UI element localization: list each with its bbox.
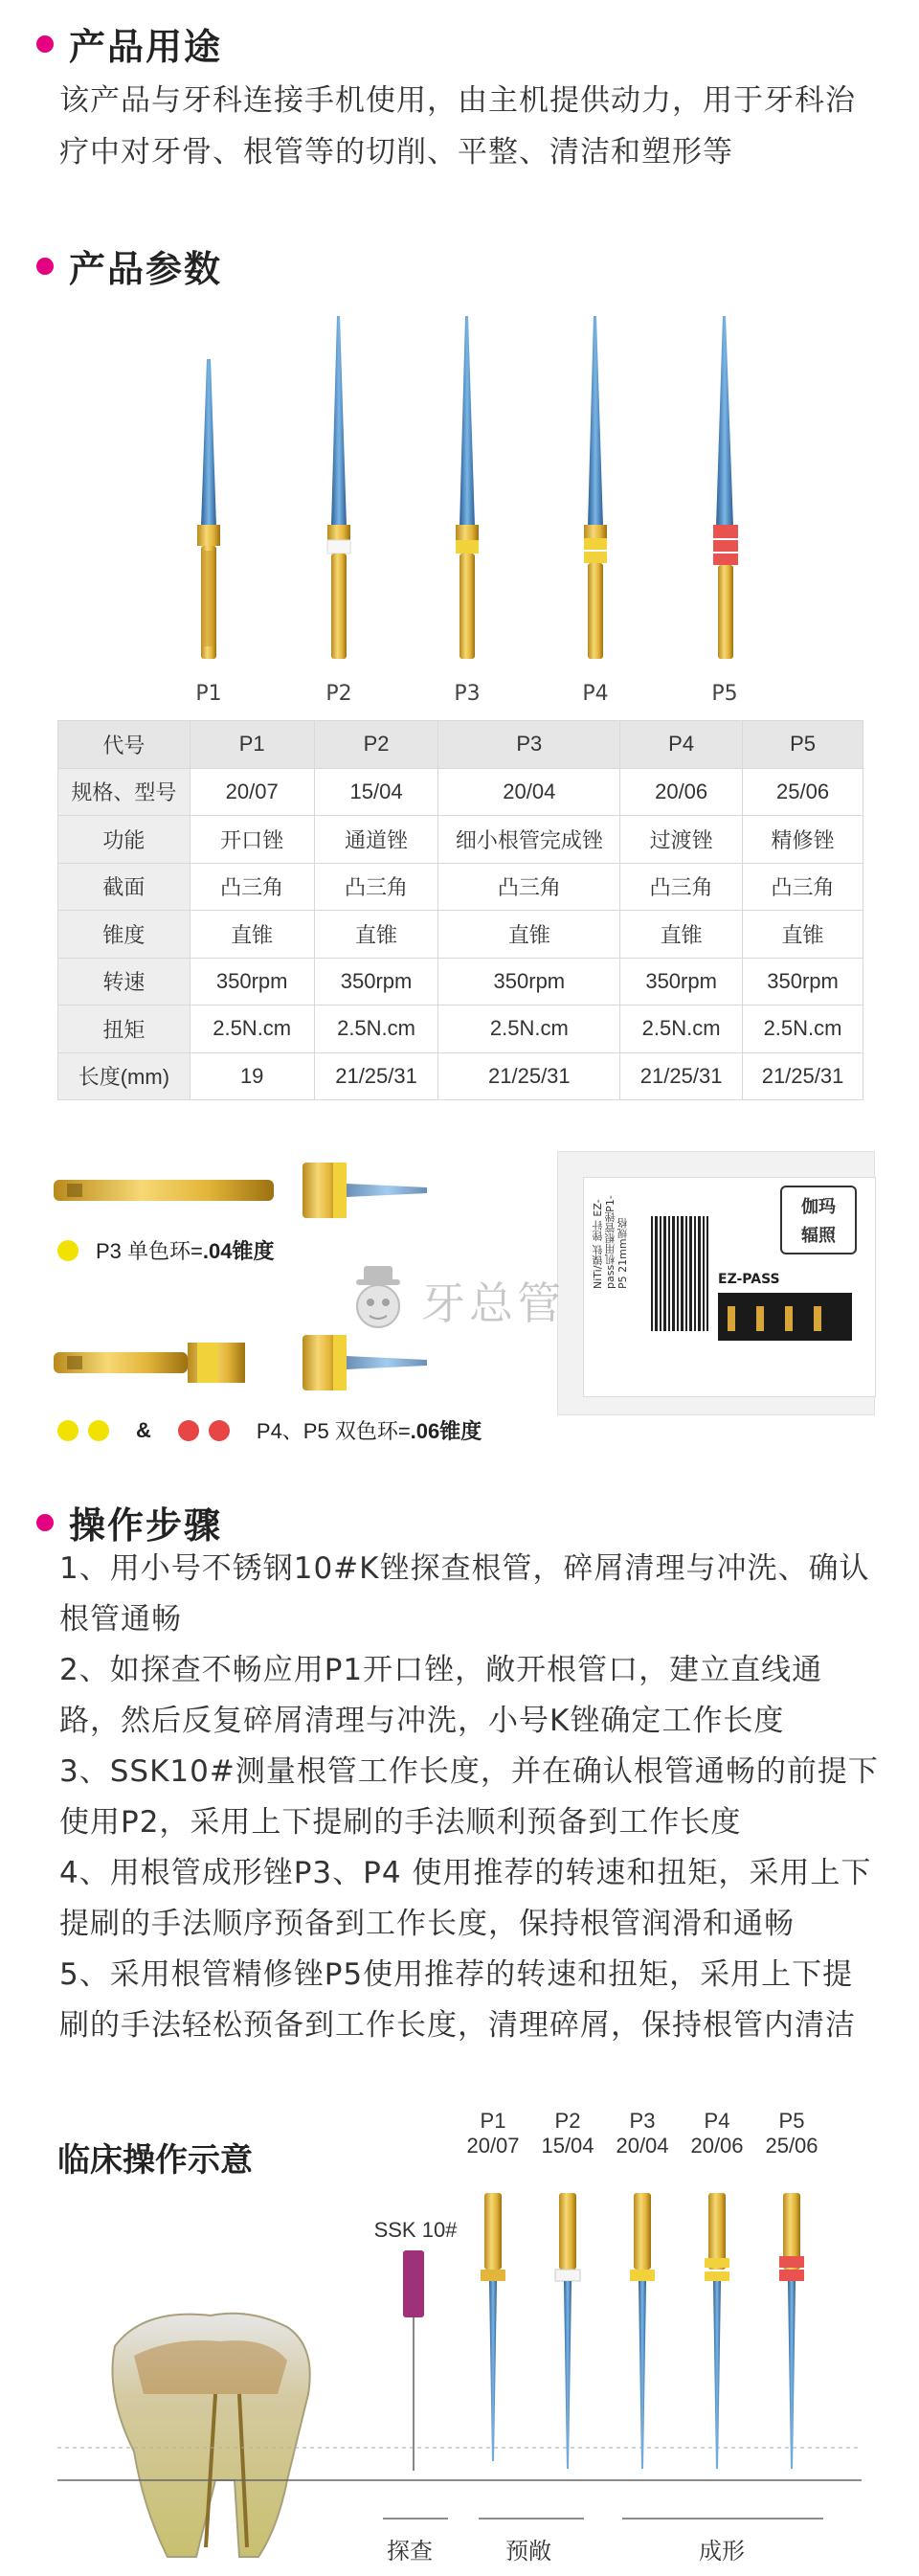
file-p2 xyxy=(327,316,350,659)
table-cell: 直锥 xyxy=(314,911,438,959)
step-3: 3、SSK10#测量根管工作长度，并在确认根管通畅的前提下使用P2，采用上下提刷的手法顺利预备到工作长度 xyxy=(59,1754,879,1840)
clinical-file-shape-p5 xyxy=(779,2193,804,2469)
clinical-diagram xyxy=(0,2164,919,2576)
table-cell: 过渡锉 xyxy=(620,816,743,864)
package-box-label xyxy=(592,1184,630,1289)
file-p5 xyxy=(713,316,738,659)
badge-line-2: 辐照 xyxy=(801,1226,836,1246)
mascot-icon xyxy=(345,1262,412,1339)
table-row xyxy=(58,958,863,1006)
phase-preflare: 预敞 xyxy=(505,2538,551,2565)
table-header-cell: P5 xyxy=(743,721,863,769)
package-text-2: EZ-pass机用根管锉P1-P5 xyxy=(592,1195,629,1289)
table-row xyxy=(58,1006,863,1053)
usage-title: 产品用途 xyxy=(69,26,223,68)
barcode xyxy=(651,1216,708,1331)
table-row xyxy=(58,768,863,816)
table-cell: 细小根管完成锉 xyxy=(438,816,620,864)
package-text-1: NiTi/镍钛 锉针 xyxy=(592,1220,604,1289)
clinical-file-spec: 15/04 xyxy=(541,2134,594,2158)
clinical-file-shape-p3 xyxy=(630,2193,655,2469)
clinical-file-shape-p1 xyxy=(481,2193,505,2461)
table-header-cell: P4 xyxy=(620,721,743,769)
file-p3 xyxy=(456,316,479,659)
table-cell: 350rpm xyxy=(620,958,743,1006)
clinical-file-p2 xyxy=(525,2109,611,2158)
table-cell: 350rpm xyxy=(743,958,863,1006)
table-cell: 19 xyxy=(190,1052,314,1100)
table-cell: 350rpm xyxy=(190,958,314,1006)
table-cell: 通道锉 xyxy=(314,816,438,864)
clinical-file-spec: 25/06 xyxy=(765,2134,818,2158)
phase-shaping: 成形 xyxy=(699,2538,745,2565)
table-cell: 开口锉 xyxy=(190,816,314,864)
clinical-file-name: P1 xyxy=(480,2109,506,2133)
table-row-header: 功能 xyxy=(58,816,191,864)
step-1: 1、用小号不锈钢10#K锉探查根管，碎屑清理与冲洗、确认根管通畅 xyxy=(59,1551,870,1637)
irradiation-badge xyxy=(780,1186,857,1254)
single-ring-legend xyxy=(57,1235,274,1265)
file-p4 xyxy=(584,316,607,659)
clinical-file-shape-p4 xyxy=(705,2193,729,2469)
yellow-dot-icon xyxy=(57,1240,78,1261)
table-header-cell: 代号 xyxy=(58,721,191,769)
clinical-file-p5 xyxy=(749,2109,835,2158)
double-ring-legend-text: P4、P5 双色环= xyxy=(256,1419,411,1443)
red-dot-icon xyxy=(178,1420,199,1441)
clinical-title: 临床操作示意 xyxy=(57,2141,253,2180)
tooth-illustration xyxy=(113,2314,310,2557)
table-cell: 20/07 xyxy=(190,768,314,816)
table-row-header: 规格、型号 xyxy=(58,768,191,816)
table-cell: 21/25/31 xyxy=(620,1052,743,1100)
step-5: 5、采用根管精修锉P5使用推荐的转速和扭矩，采用上下提刷的手法轻松预备到工作长度，清理碎屑，保持根管内清洁 xyxy=(59,1957,856,2043)
table-cell: 2.5N.cm xyxy=(438,1006,620,1053)
file-p1 xyxy=(197,359,220,659)
table-cell: 凸三角 xyxy=(438,863,620,911)
clinical-file-name: P5 xyxy=(778,2109,805,2133)
file-label-p3: P3 xyxy=(454,682,481,706)
params-section-header xyxy=(36,239,222,292)
clinical-file-spec: 20/06 xyxy=(690,2134,744,2158)
clinical-file-spec: 20/07 xyxy=(466,2134,520,2158)
badge-line-1: 伽玛 xyxy=(801,1197,836,1217)
table-cell: 2.5N.cm xyxy=(314,1006,438,1053)
table-cell: 2.5N.cm xyxy=(190,1006,314,1053)
product-window xyxy=(718,1272,852,1341)
single-ring-taper: .04锥度 xyxy=(202,1239,275,1263)
red-dot-icon xyxy=(209,1420,230,1441)
table-cell: 凸三角 xyxy=(620,863,743,911)
table-cell: 21/25/31 xyxy=(743,1052,863,1100)
file-label-p4: P4 xyxy=(582,682,609,706)
clinical-file-name: P3 xyxy=(629,2109,656,2133)
file-label-p1: P1 xyxy=(195,682,222,706)
single-ring-legend-text: P3 单色环= xyxy=(96,1239,203,1263)
table-row xyxy=(58,911,863,959)
package-photo xyxy=(557,1151,875,1415)
table-cell: 25/06 xyxy=(743,768,863,816)
table-cell: 21/25/31 xyxy=(314,1052,438,1100)
double-ring-legend xyxy=(57,1415,482,1445)
product-files-illustration xyxy=(144,306,814,670)
package-text-3: 21mm规格 xyxy=(616,1217,629,1273)
watermark xyxy=(345,1262,565,1339)
bullet-dot-icon xyxy=(36,258,54,275)
table-row xyxy=(58,816,863,864)
double-ring-taper: .06锥度 xyxy=(410,1419,482,1443)
table-row xyxy=(58,1052,863,1100)
table-cell: 2.5N.cm xyxy=(743,1006,863,1053)
table-row-header: 锥度 xyxy=(58,911,191,959)
table-cell: 直锥 xyxy=(620,911,743,959)
watermark-text: 牙总管 xyxy=(421,1277,565,1329)
spec-table xyxy=(57,720,863,1100)
ampersand-text: & xyxy=(136,1417,151,1442)
table-cell: 20/04 xyxy=(438,768,620,816)
table-cell: 15/04 xyxy=(314,768,438,816)
table-cell: 350rpm xyxy=(314,958,438,1006)
params-title: 产品参数 xyxy=(69,248,223,290)
table-cell: 20/06 xyxy=(620,768,743,816)
yellow-dot-icon xyxy=(88,1420,109,1441)
package-box xyxy=(583,1177,876,1397)
table-cell: 350rpm xyxy=(438,958,620,1006)
step-2: 2、如探查不畅应用P1开口锉，敞开根管口，建立直线通路，然后反复碎屑清理与冲洗，小号K锉确定工作长度 xyxy=(59,1653,823,1738)
table-cell: 2.5N.cm xyxy=(620,1006,743,1053)
file-label-p2: P2 xyxy=(325,682,352,706)
table-row-header: 扭矩 xyxy=(58,1006,191,1053)
steps-list xyxy=(59,1544,883,2051)
table-row xyxy=(58,863,863,911)
clinical-file-p4 xyxy=(674,2109,760,2158)
table-row-header: 转速 xyxy=(58,958,191,1006)
bullet-dot-icon xyxy=(36,35,54,53)
clinical-file-p3 xyxy=(599,2109,685,2158)
steps-section-header xyxy=(36,1496,222,1548)
clinical-file-spec: 20/04 xyxy=(616,2134,669,2158)
table-header-cell: P3 xyxy=(438,721,620,769)
double-ring-handle-illustration xyxy=(54,1331,427,1398)
ssk-file xyxy=(403,2250,424,2471)
clinical-file-shape-p2 xyxy=(555,2193,580,2469)
table-cell: 凸三角 xyxy=(743,863,863,911)
usage-section-header xyxy=(36,17,222,70)
step-4: 4、用根管成形锉P3、P4 使用推荐的转速和扭矩，采用上下提刷的手法顺序预备到工作长度，保持根管润滑和通畅 xyxy=(59,1856,872,1941)
single-ring-handle-illustration xyxy=(54,1159,427,1226)
yellow-dot-icon xyxy=(57,1420,78,1441)
ssk-label: SSK 10# xyxy=(373,2218,458,2242)
table-cell: 凸三角 xyxy=(190,863,314,911)
phase-probe: 探查 xyxy=(387,2538,433,2565)
table-cell: 直锥 xyxy=(743,911,863,959)
table-cell: 凸三角 xyxy=(314,863,438,911)
table-row-header: 截面 xyxy=(58,863,191,911)
clinical-file-name: P2 xyxy=(554,2109,581,2133)
table-cell: 直锥 xyxy=(190,911,314,959)
steps-title: 操作步骤 xyxy=(69,1504,223,1547)
clinical-file-name: P4 xyxy=(704,2109,730,2133)
usage-description: 该产品与牙科连接手机使用，由主机提供动力，用于牙科治疗中对牙骨、根管等的切削、平整、清洁和塑形等 xyxy=(59,83,856,169)
table-header-row xyxy=(58,721,863,769)
brand-strip: EZ-PASS xyxy=(718,1272,780,1287)
table-cell: 精修锉 xyxy=(743,816,863,864)
table-cell: 21/25/31 xyxy=(438,1052,620,1100)
file-label-p5: P5 xyxy=(711,682,738,706)
bullet-dot-icon xyxy=(36,1514,54,1531)
clinical-file-p1 xyxy=(450,2109,536,2158)
table-cell: 直锥 xyxy=(438,911,620,959)
table-row-header: 长度(mm) xyxy=(58,1052,191,1100)
table-header-cell: P1 xyxy=(190,721,314,769)
table-header-cell: P2 xyxy=(314,721,438,769)
